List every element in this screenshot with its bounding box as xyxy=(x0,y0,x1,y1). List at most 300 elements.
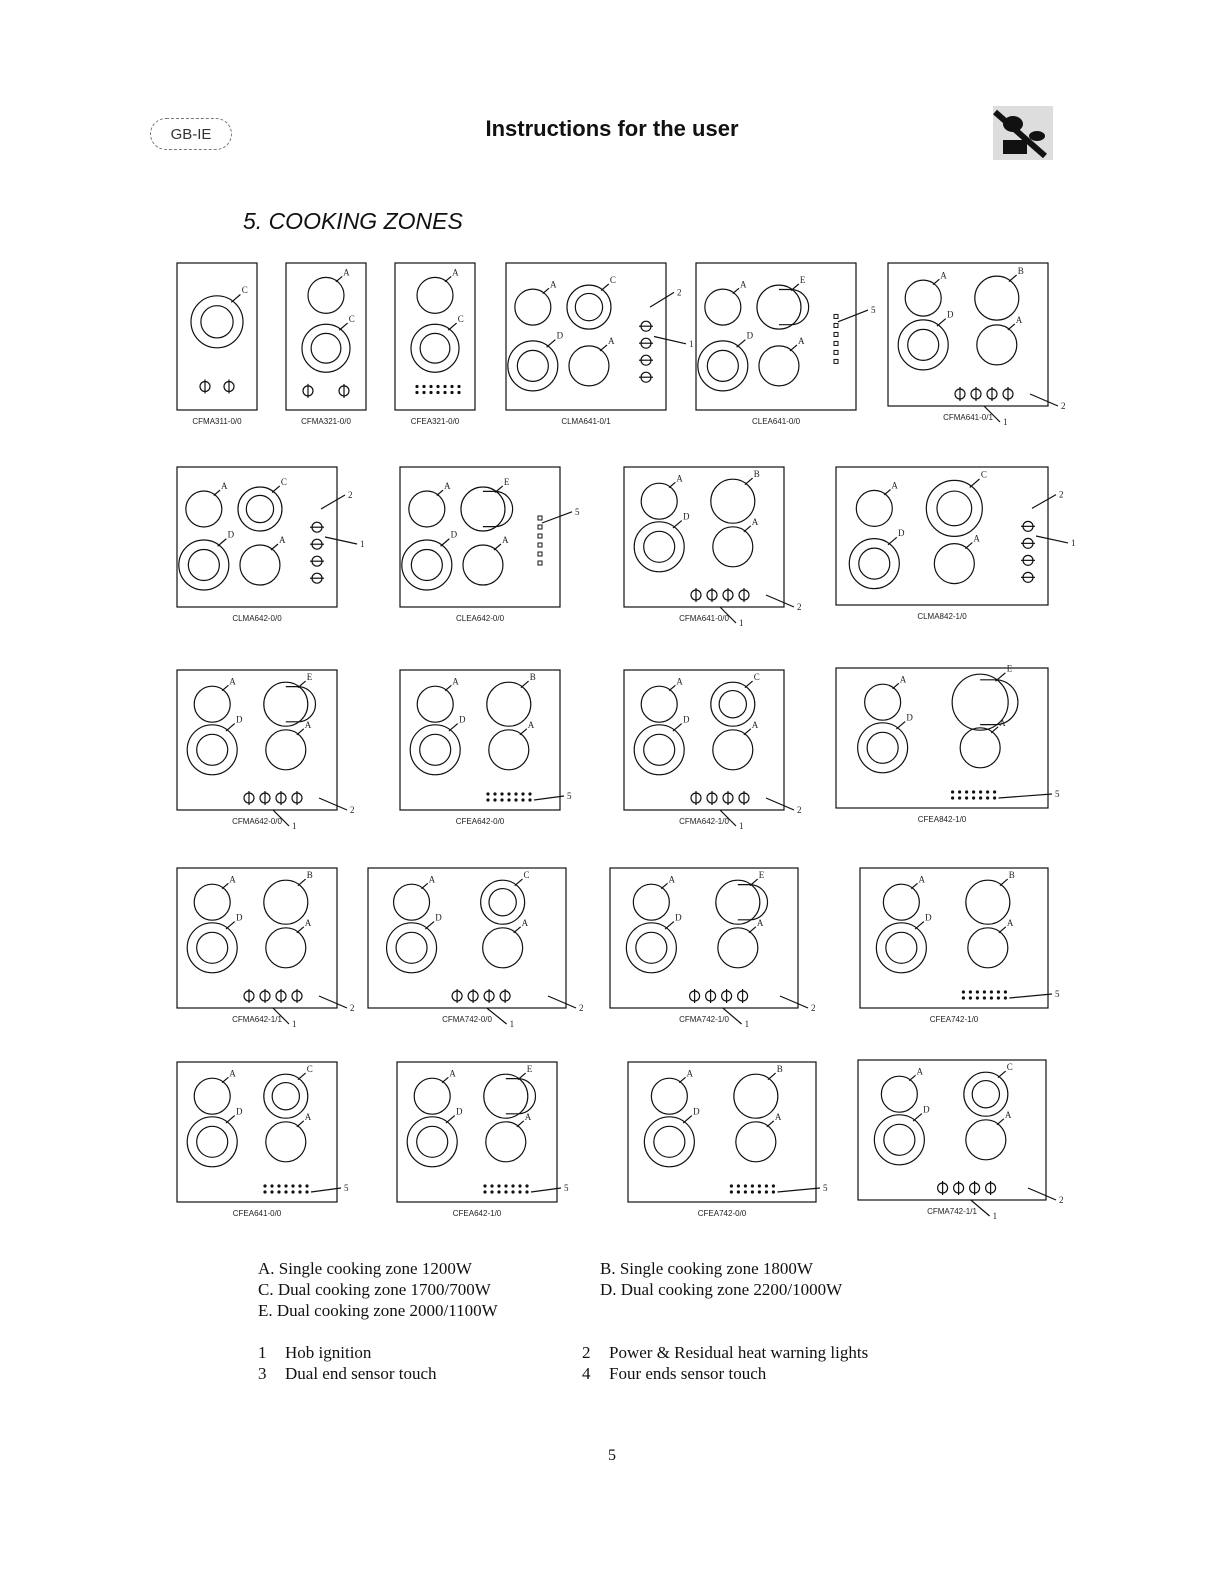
cooking-zone xyxy=(711,479,755,523)
cooking-zone xyxy=(487,682,531,726)
callout-number: 1 xyxy=(739,618,744,628)
zone-letter: A xyxy=(343,267,350,278)
touch-sensor-icon xyxy=(457,385,460,388)
hob-diagram xyxy=(177,263,257,426)
cooking-zone xyxy=(240,545,280,585)
callout-number: 1 xyxy=(509,1019,515,1029)
touch-sensor-icon xyxy=(969,990,972,993)
zone-letter: A xyxy=(918,874,925,885)
cooking-zone xyxy=(964,1072,1008,1116)
model-label: CFMA742-1/0 xyxy=(679,1015,729,1024)
hob-diagram xyxy=(858,1060,1064,1221)
model-label: CLEA642-0/0 xyxy=(455,614,505,623)
touch-sensor-icon xyxy=(528,798,531,801)
zone-letter: C xyxy=(348,313,355,324)
hob-diagram xyxy=(624,670,802,831)
parts-legend xyxy=(258,1342,437,1384)
zone-letter: A xyxy=(278,535,286,545)
touch-sensor-icon xyxy=(1004,996,1007,999)
touch-sensor-icon xyxy=(263,1190,266,1193)
callout-number: 1 xyxy=(744,1019,750,1029)
touch-sensor-icon xyxy=(291,1190,294,1193)
touch-sensor-icon xyxy=(737,1190,740,1193)
touch-sensor-icon xyxy=(483,1190,486,1193)
zone-letter: B xyxy=(529,672,536,682)
touch-sensor-icon xyxy=(962,996,965,999)
touch-sensor-icon xyxy=(490,1184,493,1187)
callout-number: 2 xyxy=(797,602,802,612)
touch-sensor-icon xyxy=(518,1190,521,1193)
zone-letter: A xyxy=(899,674,907,685)
zone-letter: D xyxy=(746,330,754,341)
cooking-zone xyxy=(410,725,460,775)
touch-sensor-icon xyxy=(270,1184,273,1187)
zone-letter: E xyxy=(526,1064,533,1074)
cooking-zone xyxy=(898,320,948,370)
legend-item: 3 Dual end sensor touch xyxy=(258,1364,437,1383)
touch-sensor-icon xyxy=(744,1190,747,1193)
cooking-zone xyxy=(463,545,503,585)
touch-sensor-icon xyxy=(415,391,418,394)
cooking-zone xyxy=(308,277,344,313)
touch-sensor-icon xyxy=(429,385,432,388)
zone-letter: B xyxy=(1008,870,1015,880)
cooking-zone xyxy=(734,1074,778,1118)
zone-letter: A xyxy=(428,874,436,885)
touch-sensor-icon xyxy=(965,796,968,799)
hob-diagram xyxy=(177,467,365,623)
callout-number: 1 xyxy=(1003,417,1008,427)
model-label: CFMA311-0/0 xyxy=(192,417,242,426)
zone-letter: B xyxy=(753,469,760,479)
touch-sensor-icon xyxy=(969,996,972,999)
touch-sensor-icon xyxy=(436,391,439,394)
touch-sensor-icon xyxy=(751,1184,754,1187)
touch-sensor-icon xyxy=(277,1190,280,1193)
callout-number: 5 xyxy=(1055,789,1060,799)
cooking-zone xyxy=(461,487,505,531)
hob-diagram xyxy=(177,868,355,1029)
model-label: CFMA321-0/0 xyxy=(301,417,351,426)
touch-sensor-icon xyxy=(486,792,489,795)
cooking-zone xyxy=(194,686,230,722)
touch-sensor-icon xyxy=(514,798,517,801)
cooking-zone xyxy=(651,1078,687,1114)
legend-item: C. Dual cooking zone 1700/700W xyxy=(258,1280,491,1299)
zone-letter: A xyxy=(686,1068,693,1079)
zone-letter: A xyxy=(452,267,459,278)
callout-number: 5 xyxy=(567,791,572,801)
cooking-zone xyxy=(905,280,941,316)
model-label: CFEA842-1/0 xyxy=(917,815,967,824)
zone-legend-right xyxy=(600,1258,842,1300)
zone-letter: C xyxy=(753,672,760,682)
cooking-zone xyxy=(705,289,741,325)
hob-diagram xyxy=(400,670,572,826)
cooking-zone xyxy=(402,540,452,590)
cooking-zone xyxy=(187,1117,237,1167)
touch-sensor-icon xyxy=(443,391,446,394)
zone-letter: A xyxy=(524,1111,532,1122)
touch-sensor-icon xyxy=(983,996,986,999)
callout-number: 1 xyxy=(689,338,694,349)
cooking-zone xyxy=(856,490,892,526)
hob-diagram xyxy=(624,467,802,628)
model-label: CLEA641-0/0 xyxy=(751,417,801,426)
cooking-zone xyxy=(194,1078,230,1114)
zone-letter: A xyxy=(676,676,683,687)
touch-sensor-icon xyxy=(507,798,510,801)
hob-diagram xyxy=(400,467,580,623)
touch-sensor-icon xyxy=(951,790,954,793)
cooking-zone xyxy=(926,480,982,536)
cooking-zone xyxy=(975,276,1019,320)
zone-letter: D xyxy=(682,511,690,522)
hob-diagram xyxy=(836,467,1076,621)
page-title: Instructions for the user xyxy=(485,116,739,141)
zone-letter: A xyxy=(676,473,683,484)
touch-sensor-icon xyxy=(422,385,425,388)
zone-letter: D xyxy=(556,330,564,341)
touch-sensor-icon xyxy=(500,792,503,795)
zone-letter: A xyxy=(549,279,557,290)
cooking-zone xyxy=(481,880,525,924)
zone-letter: E xyxy=(306,672,313,682)
cooking-zone xyxy=(849,539,899,589)
cooking-zone xyxy=(569,346,609,386)
touch-sensor-icon xyxy=(990,996,993,999)
touch-sensor-icon xyxy=(493,798,496,801)
zone-letter: A xyxy=(229,676,236,687)
cooking-zone xyxy=(960,728,1000,768)
touch-sensor-icon xyxy=(450,385,453,388)
legend-item: 4 Four ends sensor touch xyxy=(582,1364,767,1383)
callout-number: 2 xyxy=(1059,489,1064,500)
legend-item: 2 Power & Residual heat warning lights xyxy=(582,1343,869,1362)
model-label: CLMA842-1/0 xyxy=(917,612,967,621)
cooking-zone xyxy=(187,725,237,775)
zone-letter: A xyxy=(443,481,451,492)
zone-letter: C xyxy=(523,870,530,880)
touch-sensor-icon xyxy=(979,790,982,793)
touch-sensor-icon xyxy=(528,792,531,795)
touch-sensor-icon xyxy=(422,391,425,394)
model-label: CFEA642-1/0 xyxy=(452,1209,502,1218)
zone-letter: A xyxy=(501,535,509,545)
zone-letter: A xyxy=(797,335,805,346)
hob-diagram xyxy=(628,1062,828,1218)
cooking-zone xyxy=(387,923,437,973)
cooking-zone xyxy=(968,928,1008,968)
zone-letter: A xyxy=(1004,1109,1012,1120)
cooking-zone xyxy=(858,723,908,773)
zone-letter: D xyxy=(458,714,466,725)
touch-sensor-icon xyxy=(298,1190,301,1193)
touch-sensor-icon xyxy=(1004,990,1007,993)
hob-diagram xyxy=(610,868,816,1029)
touch-sensor-icon xyxy=(993,790,996,793)
cooking-zone xyxy=(966,880,1010,924)
touch-sensor-icon xyxy=(500,798,503,801)
model-label: CFMA642-1/0 xyxy=(679,817,729,826)
touch-sensor-icon xyxy=(965,790,968,793)
cooking-zone xyxy=(716,880,760,924)
hob-diagram xyxy=(696,263,876,426)
cooking-zone xyxy=(409,491,445,527)
zone-letter: C xyxy=(306,1064,313,1074)
zone-letter: D xyxy=(675,912,682,923)
touch-sensor-icon xyxy=(958,796,961,799)
zone-letter: A xyxy=(739,279,747,290)
touch-sensor-icon xyxy=(514,792,517,795)
zone-letter: D xyxy=(906,712,913,723)
zone-letter: D xyxy=(235,912,243,923)
touch-sensor-icon xyxy=(730,1190,733,1193)
cooking-zone xyxy=(881,1076,917,1112)
zone-legend xyxy=(258,1258,498,1321)
zone-letter: A xyxy=(527,719,535,730)
cooking-zone xyxy=(407,1117,457,1167)
model-label: CFEA642-0/0 xyxy=(455,817,505,826)
touch-sensor-icon xyxy=(504,1190,507,1193)
touch-sensor-icon xyxy=(298,1184,301,1187)
cooking-zone xyxy=(238,487,282,531)
cooking-zone xyxy=(264,1074,308,1118)
touch-sensor-icon xyxy=(951,796,954,799)
touch-sensor-icon xyxy=(525,1190,528,1193)
legend-item: 1 Hob ignition xyxy=(258,1343,372,1362)
callout-number: 5 xyxy=(1055,989,1060,999)
touch-sensor-icon xyxy=(990,990,993,993)
zone-letter: A xyxy=(1006,917,1014,928)
cooking-zone xyxy=(191,296,243,348)
callout-number: 2 xyxy=(677,287,682,298)
cooking-zone xyxy=(874,1115,924,1165)
touch-sensor-icon xyxy=(511,1190,514,1193)
touch-sensor-icon xyxy=(525,1184,528,1187)
touch-sensor-icon xyxy=(976,996,979,999)
zone-letter: A xyxy=(916,1066,923,1077)
cooking-zone xyxy=(644,1117,694,1167)
cooking-zone xyxy=(567,285,611,329)
zone-letter: A xyxy=(220,481,228,492)
zone-letter: D xyxy=(227,529,235,540)
touch-sensor-icon xyxy=(507,792,510,795)
cooking-zone xyxy=(865,684,901,720)
callout-number: 5 xyxy=(575,506,580,517)
cooking-zone xyxy=(417,277,453,313)
zone-letter: A xyxy=(1015,314,1023,325)
zone-letter: C xyxy=(457,313,464,324)
touch-sensor-icon xyxy=(758,1190,761,1193)
callout-number: 2 xyxy=(797,805,802,815)
cooking-zone xyxy=(883,884,919,920)
cooking-zone xyxy=(634,522,684,572)
hob-diagram xyxy=(177,1062,349,1218)
cooking-zone xyxy=(633,884,669,920)
touch-sensor-icon xyxy=(993,796,996,799)
zone-letter: D xyxy=(923,1104,930,1115)
touch-sensor-icon xyxy=(979,796,982,799)
callout-number: 5 xyxy=(564,1183,569,1193)
hob-diagram xyxy=(395,263,475,426)
zone-letter: A xyxy=(756,917,764,928)
callout-number: 1 xyxy=(292,821,297,831)
zone-letter: E xyxy=(799,274,806,285)
cooking-zone xyxy=(489,730,529,770)
hob-diagram xyxy=(860,868,1060,1024)
cooking-zone xyxy=(966,1120,1006,1160)
zone-letter: E xyxy=(758,870,765,880)
model-label: CLMA642-0/0 xyxy=(232,614,282,623)
model-label: CFMA642-1/1 xyxy=(232,1015,282,1024)
touch-sensor-icon xyxy=(521,798,524,801)
touch-sensor-icon xyxy=(772,1190,775,1193)
touch-sensor-icon xyxy=(972,796,975,799)
legend-item: A. Single cooking zone 1200W xyxy=(258,1259,472,1278)
callout-number: 1 xyxy=(292,1019,297,1029)
touch-sensor-icon xyxy=(263,1184,266,1187)
zone-letter: A xyxy=(229,1068,236,1079)
zone-letter: D xyxy=(898,528,905,539)
zone-letter: A xyxy=(304,1111,312,1122)
touch-sensor-icon xyxy=(521,792,524,795)
touch-sensor-icon xyxy=(497,1190,500,1193)
zone-letter: A xyxy=(449,1068,456,1079)
cooking-zone xyxy=(713,730,753,770)
touch-sensor-icon xyxy=(983,990,986,993)
cooking-zone xyxy=(713,527,753,567)
hob-diagram xyxy=(397,1062,569,1218)
zone-letter: B xyxy=(776,1064,783,1074)
touch-sensor-icon xyxy=(284,1184,287,1187)
zone-letter: A xyxy=(940,270,947,281)
touch-sensor-icon xyxy=(415,385,418,388)
zone-letter: C xyxy=(609,274,616,285)
callout-number: 1 xyxy=(1071,537,1076,548)
cooking-zone xyxy=(876,923,926,973)
region-badge: GB-IE xyxy=(150,118,232,150)
cooking-zone xyxy=(264,682,308,726)
model-label: CFMA641-0/0 xyxy=(679,614,729,623)
touch-sensor-icon xyxy=(997,996,1000,999)
touch-sensor-icon xyxy=(986,790,989,793)
cooking-zone xyxy=(508,341,558,391)
cooking-zone xyxy=(483,928,523,968)
legend-item: D. Dual cooking zone 2200/1000W xyxy=(600,1280,843,1299)
callout-number: 5 xyxy=(344,1183,349,1193)
hob-diagram xyxy=(888,263,1066,427)
cooking-zone xyxy=(186,491,222,527)
hob-diagram xyxy=(836,663,1060,824)
touch-sensor-icon xyxy=(737,1184,740,1187)
callout-number: 1 xyxy=(992,1211,998,1221)
cooking-zone xyxy=(414,1078,450,1114)
cooking-zone xyxy=(417,686,453,722)
model-label: CFEA641-0/0 xyxy=(232,1209,282,1218)
cooking-zone xyxy=(194,884,230,920)
model-label: CFMA742-1/1 xyxy=(927,1207,977,1216)
model-label: CLMA641-0/1 xyxy=(561,417,611,426)
cooking-zone xyxy=(641,686,677,722)
model-label: CFMA642-0/0 xyxy=(232,817,282,826)
touch-sensor-icon xyxy=(751,1190,754,1193)
cooking-zone xyxy=(934,544,974,584)
callout-number: 2 xyxy=(579,1003,584,1013)
legend-item: B. Single cooking zone 1800W xyxy=(600,1259,813,1278)
cooking-zone xyxy=(711,682,755,726)
touch-sensor-icon xyxy=(772,1184,775,1187)
cooking-zone xyxy=(634,725,684,775)
hob-diagram xyxy=(286,263,366,426)
touch-sensor-icon xyxy=(450,391,453,394)
model-label: CFMA641-0/1 xyxy=(943,413,993,422)
cooking-zone xyxy=(718,928,758,968)
callout-number: 2 xyxy=(811,1003,816,1013)
zone-letter: A xyxy=(668,874,675,885)
cooking-zone xyxy=(187,923,237,973)
zone-letter: A xyxy=(751,719,759,730)
cooking-zone xyxy=(266,730,306,770)
touch-sensor-icon xyxy=(497,1184,500,1187)
zone-letter: D xyxy=(946,309,954,320)
cooking-zone xyxy=(484,1074,528,1118)
zone-letter: E xyxy=(1006,663,1013,674)
touch-sensor-icon xyxy=(493,792,496,795)
cooking-zone xyxy=(698,341,748,391)
cooking-zone xyxy=(757,285,801,329)
zone-letter: A xyxy=(999,717,1006,728)
touch-sensor-icon xyxy=(305,1190,308,1193)
callout-number: 2 xyxy=(1059,1195,1064,1205)
zone-letter: A xyxy=(304,917,312,928)
touch-sensor-icon xyxy=(457,391,460,394)
touch-sensor-icon xyxy=(504,1184,507,1187)
zone-letter: A xyxy=(521,917,529,928)
model-label: CFEA321-0/0 xyxy=(410,417,460,426)
callout-number: 2 xyxy=(350,1003,355,1013)
zone-letter: A xyxy=(229,874,236,885)
cooking-zone xyxy=(411,324,459,372)
touch-sensor-icon xyxy=(277,1184,280,1187)
cooking-zone xyxy=(977,325,1017,365)
zone-letter: D xyxy=(450,529,458,540)
touch-sensor-icon xyxy=(284,1190,287,1193)
cooking-zone xyxy=(179,540,229,590)
touch-sensor-icon xyxy=(486,798,489,801)
cooking-zone xyxy=(626,923,676,973)
touch-sensor-icon xyxy=(758,1184,761,1187)
cooking-zone xyxy=(266,1122,306,1162)
zone-letter: A xyxy=(452,676,459,687)
zone-letter: C xyxy=(280,476,287,487)
callout-number: 2 xyxy=(350,805,355,815)
zone-letter: D xyxy=(455,1106,463,1117)
model-label: CFMA742-0/0 xyxy=(442,1015,492,1024)
cooking-zone xyxy=(736,1122,776,1162)
touch-sensor-icon xyxy=(270,1190,273,1193)
touch-sensor-icon xyxy=(429,391,432,394)
touch-sensor-icon xyxy=(483,1184,486,1187)
cooking-zone xyxy=(515,289,551,325)
zone-letter: D xyxy=(693,1106,700,1117)
hob-diagram xyxy=(368,868,584,1029)
page-number: 5 xyxy=(608,1447,616,1464)
touch-sensor-icon xyxy=(744,1184,747,1187)
zone-letter: A xyxy=(774,1111,782,1122)
touch-sensor-icon xyxy=(518,1184,521,1187)
zone-letter: D xyxy=(435,912,442,923)
